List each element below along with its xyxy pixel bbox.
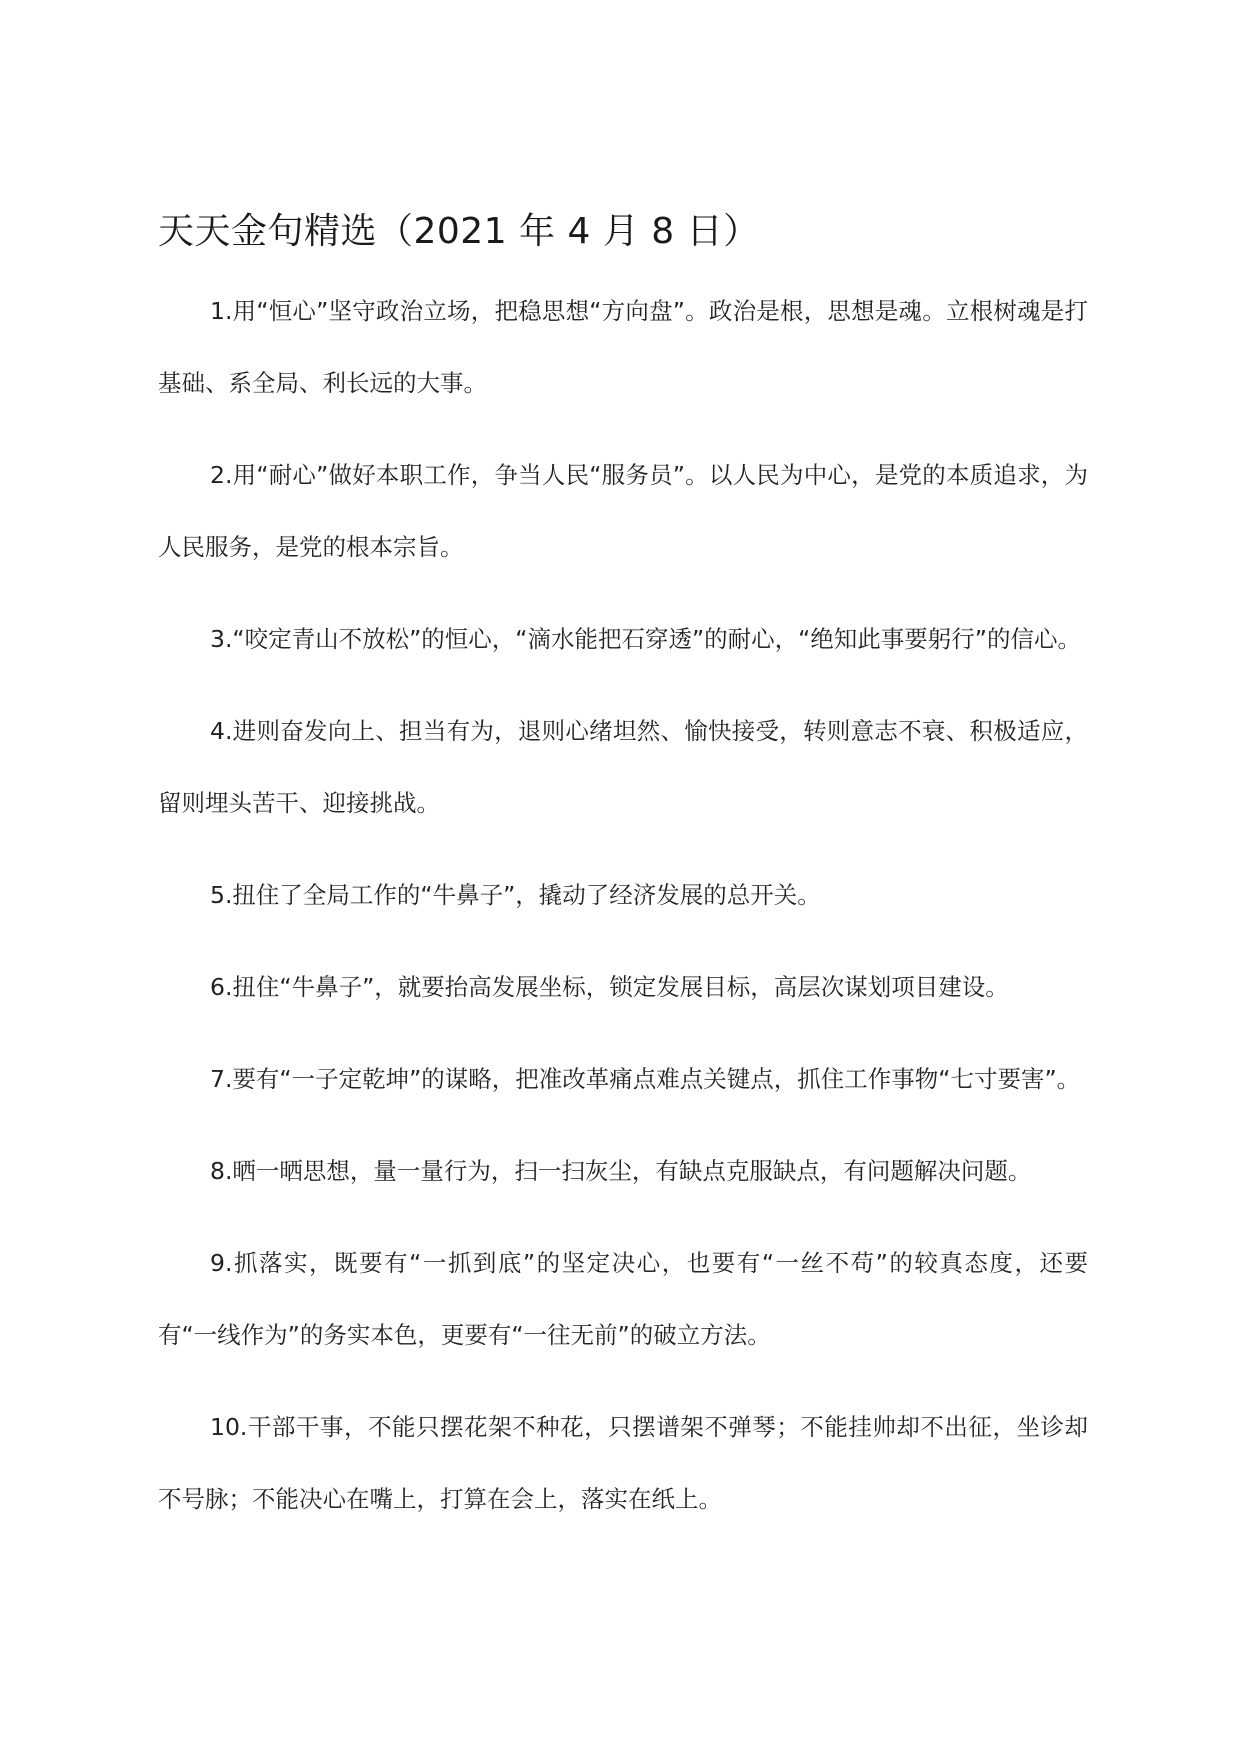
quote-item-1: 1.用“恒心”坚守政治立场，把稳思想“方向盘”。政治是根，思想是魂。立根树魂是打基础、系全局、利长远的大事。 [158, 297, 1088, 397]
quote-item-10: 10.干部干事，不能只摆花架不种花，只摆谱架不弹琴；不能挂帅却不出征，坐诊却不号脉；不能决心在嘴上，打算在会上，落实在纸上。 [158, 1413, 1088, 1513]
quote-item-6: 6.扭住“牛鼻子”，就要抬高发展坐标，锁定发展目标，高层次谋划项目建设。 [210, 973, 1009, 1001]
quote-list [158, 275, 1088, 1555]
quote-item-5: 5.扭住了全局工作的“牛鼻子”，撬动了经济发展的总开关。 [210, 881, 821, 909]
quote-item-8: 8.晒一晒思想，量一量行为，扫一扫灰尘，有缺点克服缺点，有问题解决问题。 [210, 1157, 1032, 1185]
quote-item-7: 7.要有“一子定乾坤”的谋略，把准改革痛点难点关键点，抓住工作事物“七寸要害”。 [210, 1065, 1081, 1093]
quote-item-3: 3.“咬定青山不放松”的恒心，“滴水能把石穿透”的耐心，“绝知此事要躬行”的信心。 [210, 625, 1081, 653]
quote-item-9: 9.抓落实，既要有“一抓到底”的坚定决心，也要有“一丝不苟”的较真态度，还要有“一线作为”的务实本色，更要有“一往无前”的破立方法。 [158, 1249, 1088, 1349]
document-title: 天天金句精选（2021 年 4 月 8 日） [158, 211, 760, 252]
quote-item-4: 4.进则奋发向上、担当有为，退则心绪坦然、愉快接受，转则意志不衰、积极适应，留则埋头苦干、迎接挑战。 [158, 717, 1088, 817]
quote-item-2: 2.用“耐心”做好本职工作，争当人民“服务员”。以人民为中心，是党的本质追求，为人民服务，是党的根本宗旨。 [158, 461, 1088, 561]
